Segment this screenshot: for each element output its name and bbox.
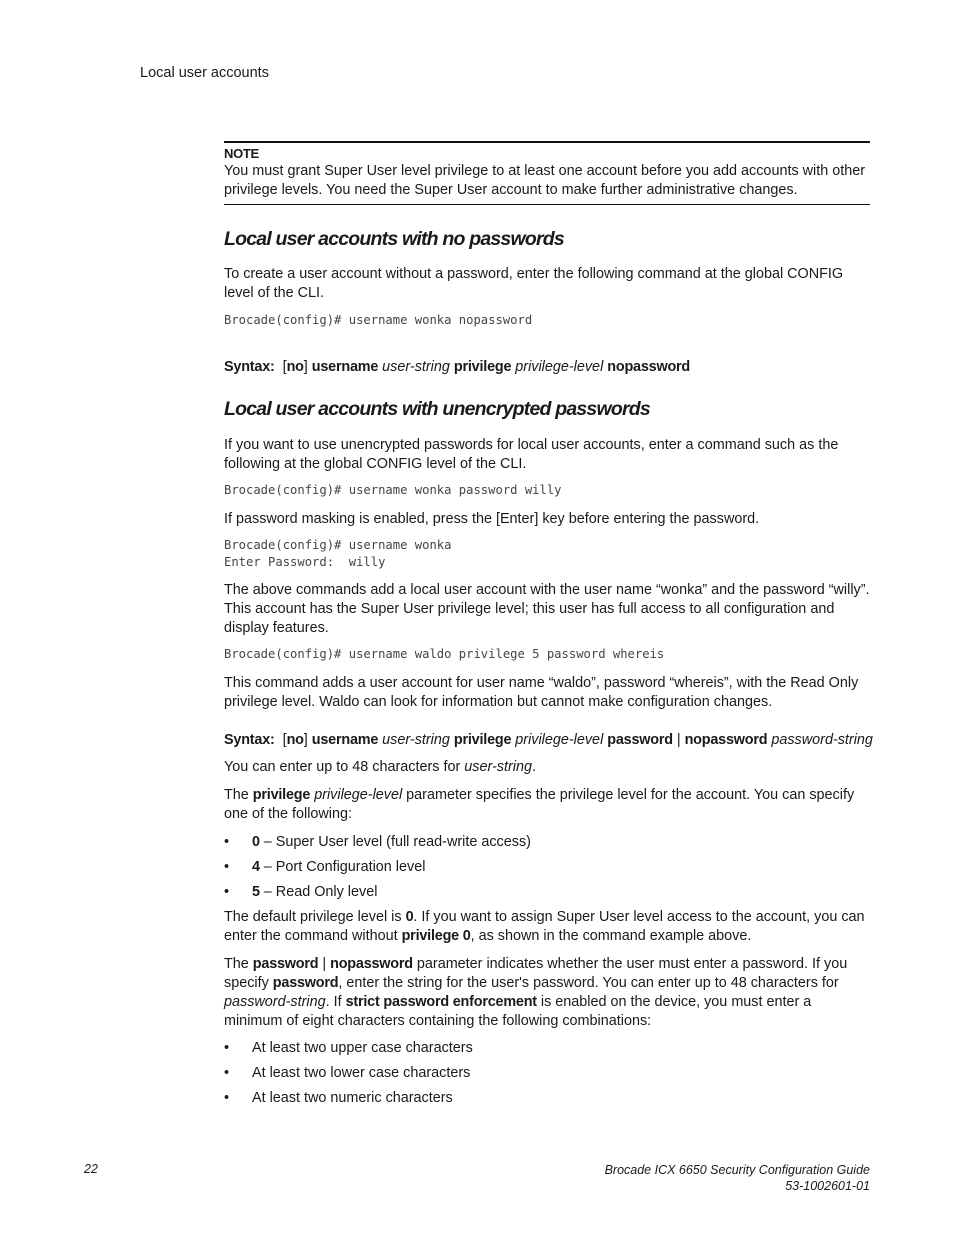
text-run: . If [325,994,346,1010]
text-run: . [531,759,536,775]
bullet-dot: • [224,1065,230,1081]
syntax-label: Syntax: [224,732,275,748]
running-header: Local user accounts [140,65,269,81]
explain-waldo: This command adds a user account for user name “waldo”, password “whereis”, with the Read Only privilege level. Waldo can look for information but cannot make configuration changes. [224,675,859,710]
requirement-text: At least two numeric characters [252,1090,453,1106]
kw-privilege: privilege [453,359,512,375]
section-heading-no-passwords: Local user accounts with no passwords [224,228,564,250]
pipe: | [676,732,681,748]
privilege-para [224,786,870,824]
kw-privilege: privilege [252,787,311,803]
level-desc: – Port Configuration level [259,859,426,875]
bracket-open: [ [282,732,287,748]
text-run: , enter the string for the user's password. You can enter up to 48 characters for [338,975,839,991]
level-value: 5 [252,884,260,900]
level-desc: – Read Only level [259,884,378,900]
text-run: . If you want to assign Super User level access to the account, you can enter the command without [224,909,865,944]
arg-password-string: password-string [771,732,873,748]
kw-password: password [607,732,673,748]
kw-nopassword: nopassword [607,359,691,375]
kw-zero: 0 [405,909,414,925]
code-example-nopassword: Brocade(config)# username wonka nopassword [224,313,533,327]
text-run: The [224,956,253,972]
pipe: | [318,956,331,972]
footer-doc-info [605,1162,870,1194]
text-run: , as shown in the command example above. [470,928,752,944]
default-level-para [224,908,870,946]
footer-doc-number: 53-1002601-01 [785,1179,870,1193]
note-top-rule [224,141,870,143]
kw-password: password [252,956,319,972]
password-para [224,955,870,1031]
explain-wonka: The above commands add a local user account with the user name “wonka” and the password “willy”. This account has the Super User privilege level; this user has full access to all configuration and display features. [224,582,870,636]
note-bottom-rule [224,204,870,205]
arg-privilege-level: privilege-level [515,359,604,375]
bullet-dot: • [224,859,230,875]
kw-no: no [286,359,304,375]
level-desc: – Super User level (full read-write access) [259,834,531,850]
kw-nopassword: nopassword [330,956,413,972]
bullet-dot: • [224,884,230,900]
level-value: 0 [252,834,260,850]
code-example-waldo: Brocade(config)# username waldo privilege 5 password whereis [224,647,665,661]
term-password-string: password-string [224,994,326,1010]
kw-no: no [286,732,304,748]
kw-password: password [272,975,339,991]
term-privilege-level: privilege-level [314,787,403,803]
section-heading-unencrypted: Local user accounts with unencrypted passwords [224,398,650,420]
term-user-string: user-string [464,759,532,775]
syntax-nopassword [224,358,884,377]
page-number: 22 [84,1162,98,1176]
text-run: You can enter up to 48 characters for [224,759,465,775]
text-run: parameter indicates whether the user must enter a password. If you specify [224,956,848,991]
note-label: NOTE [224,146,259,161]
arg-privilege-level: privilege-level [515,732,604,748]
kw-username: username [311,732,379,748]
kw-nopassword: nopassword [684,732,768,748]
section2-intro: If you want to use unencrypted passwords for local user accounts, enter a command such as the following at the global CONFIG level of the CLI. [224,437,839,472]
kw-strict-password-enforcement: strict password enforcement [345,994,537,1010]
code-example-masked: Brocade(config)# username wonka Enter Password: willy [224,538,452,569]
bullet-dot: • [224,834,230,850]
text-run: is enabled on the device, you must enter a minimum of eight characters containing the following combinations: [224,994,812,1029]
footer-doc-title: Brocade ICX 6650 Security Configuration Guide [604,1163,870,1177]
kw-privilege-0: privilege 0 [401,928,471,944]
arg-user-string: user-string [382,359,450,375]
level-value: 4 [252,859,260,875]
bullet-dot: • [224,1090,230,1106]
requirement-text: At least two lower case characters [252,1065,471,1081]
kw-privilege: privilege [453,732,512,748]
bracket-open: [ [282,359,287,375]
section1-intro: To create a user account without a password, enter the following command at the global CONFIG level of the CLI. [224,266,844,301]
masking-note: If password masking is enabled, press the [Enter] key before entering the password. [224,511,760,527]
max-chars-para [224,758,870,777]
arg-user-string: user-string [382,732,450,748]
bracket-close: ] [303,732,308,748]
text-run: The default privilege level is [224,909,406,925]
note-text: You must grant Super User level privilege to at least one account before you add accounts with other privilege levels. You need the Super User account to make further administrative changes. [224,163,866,198]
code-example-password: Brocade(config)# username wonka password willy [224,483,562,497]
kw-username: username [311,359,379,375]
bullet-dot: • [224,1040,230,1056]
bracket-close: ] [303,359,308,375]
text-run: parameter specifies the privilege level for the account. You can specify one of the following: [224,787,855,822]
text-run: The [224,787,253,803]
syntax-password [224,731,884,750]
syntax-label: Syntax: [224,359,275,375]
requirement-text: At least two upper case characters [252,1040,473,1056]
